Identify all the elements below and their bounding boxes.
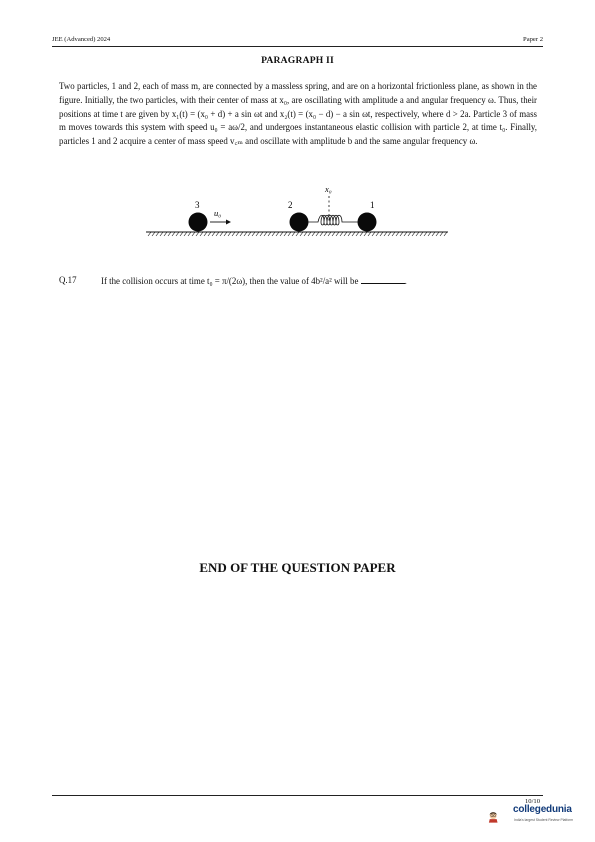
particle-1 <box>358 213 377 232</box>
header-divider <box>52 46 543 47</box>
question-tail: . <box>404 276 407 286</box>
spring-particles-figure <box>140 182 460 244</box>
header-paper-number: Paper 2 <box>523 36 543 43</box>
paragraph-body: Two particles, 1 and 2, each of mass m, are connected by a massless spring, and are on a horizontal frictionless plane, as shown in the figure. Initially, the two particles, with their center of mass at x₀, are oscillating with amplitude a and angular frequency ω. Thus, their positions at time t are given by x₁(t) = (x₀ + d) + a sin ωt and x₂(t) = (x₀ − d) − a sin ωt, respectively, where d > 2a. Particle 3 of mass m moves towards this system with speed u₀ = aω/2, and undergoes instantaneous elastic collision with particle 2, at time t₀. Finally, particles 1 and 2 acquire a center of mass speed v꜀ₘ and oscillate with amplitude b and the same angular frequency ω. <box>59 81 537 147</box>
particle-3-label: 3 <box>195 200 200 210</box>
particle-3 <box>189 213 208 232</box>
velocity-label: u₀ <box>214 208 222 218</box>
question-body: If the collision occurs at time t₀ = π/(2ω), then the value of 4b²/a² will be <box>101 276 359 286</box>
center-of-mass-label: x₀ <box>325 184 332 194</box>
ground-hatching <box>148 232 447 236</box>
spring <box>308 215 358 225</box>
end-of-paper-heading: END OF THE QUESTION PAPER <box>199 560 396 575</box>
collegedunia-mascot-icon <box>488 803 514 831</box>
page-number: 10/10 <box>524 798 540 805</box>
collegedunia-wordmark: collegedunia <box>513 804 572 815</box>
particle-2-label: 2 <box>288 200 293 210</box>
collegedunia-tagline: India's largest Student Review Platform <box>514 818 574 822</box>
particle-1-label: 1 <box>370 200 375 210</box>
paragraph-title: PARAGRAPH II <box>261 55 334 66</box>
question-number: Q.17 <box>59 275 77 285</box>
footer-divider <box>52 795 543 796</box>
velocity-arrowhead <box>226 220 231 225</box>
question-text <box>101 275 407 286</box>
answer-blank <box>361 275 405 284</box>
particle-2 <box>290 213 309 232</box>
header-exam-name: JEE (Advanced) 2024 <box>52 36 111 43</box>
